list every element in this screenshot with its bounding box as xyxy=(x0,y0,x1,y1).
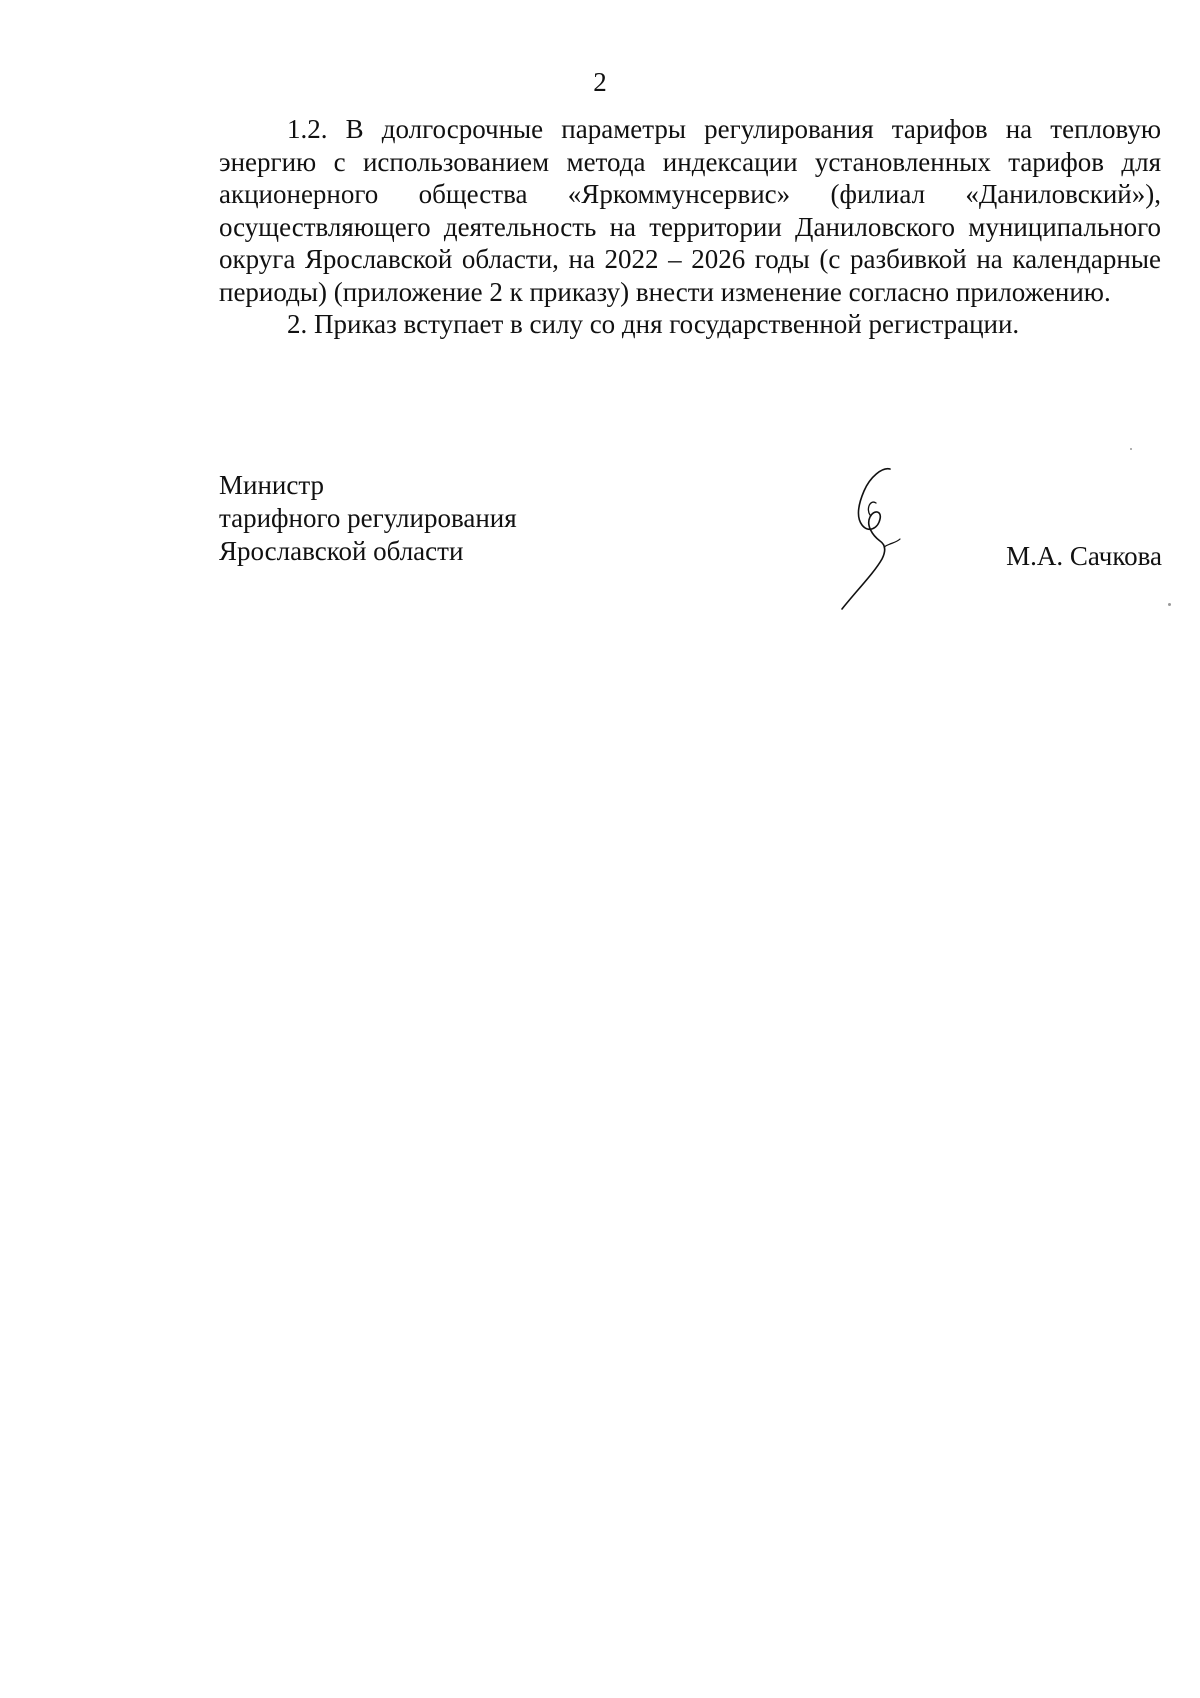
paragraph-1-2: 1.2. В долгосрочные параметры регулирования тарифов на тепловую энергию с использованием метода индексации установленных тарифов для акционерного общества «Яркоммунсервис» (филиал «Даниловский»), осуществляющего деятельность на территории Даниловского муниципального округа Ярославской области, на 2022 – 2026 годы (с разбивкой на календарные периоды) (приложение 2 к приказу) внести изменение согласно приложению. xyxy=(219,114,1161,307)
scan-speck xyxy=(1168,603,1171,606)
document-body xyxy=(219,113,1161,341)
position-line-2: тарифного регулирования xyxy=(219,503,517,533)
page-number-text: 2 xyxy=(593,67,607,97)
handwritten-signature xyxy=(812,463,912,611)
position-line-3: Ярославской области xyxy=(219,536,464,566)
signatory-position xyxy=(219,469,517,568)
page-number xyxy=(0,66,1200,98)
signatory-name: М.А. Сачкова xyxy=(1006,541,1162,571)
scan-speck xyxy=(1130,448,1132,450)
paragraph-2: 2. Приказ вступает в силу со дня государственной регистрации. xyxy=(287,309,1020,339)
position-line-1: Министр xyxy=(219,470,324,500)
